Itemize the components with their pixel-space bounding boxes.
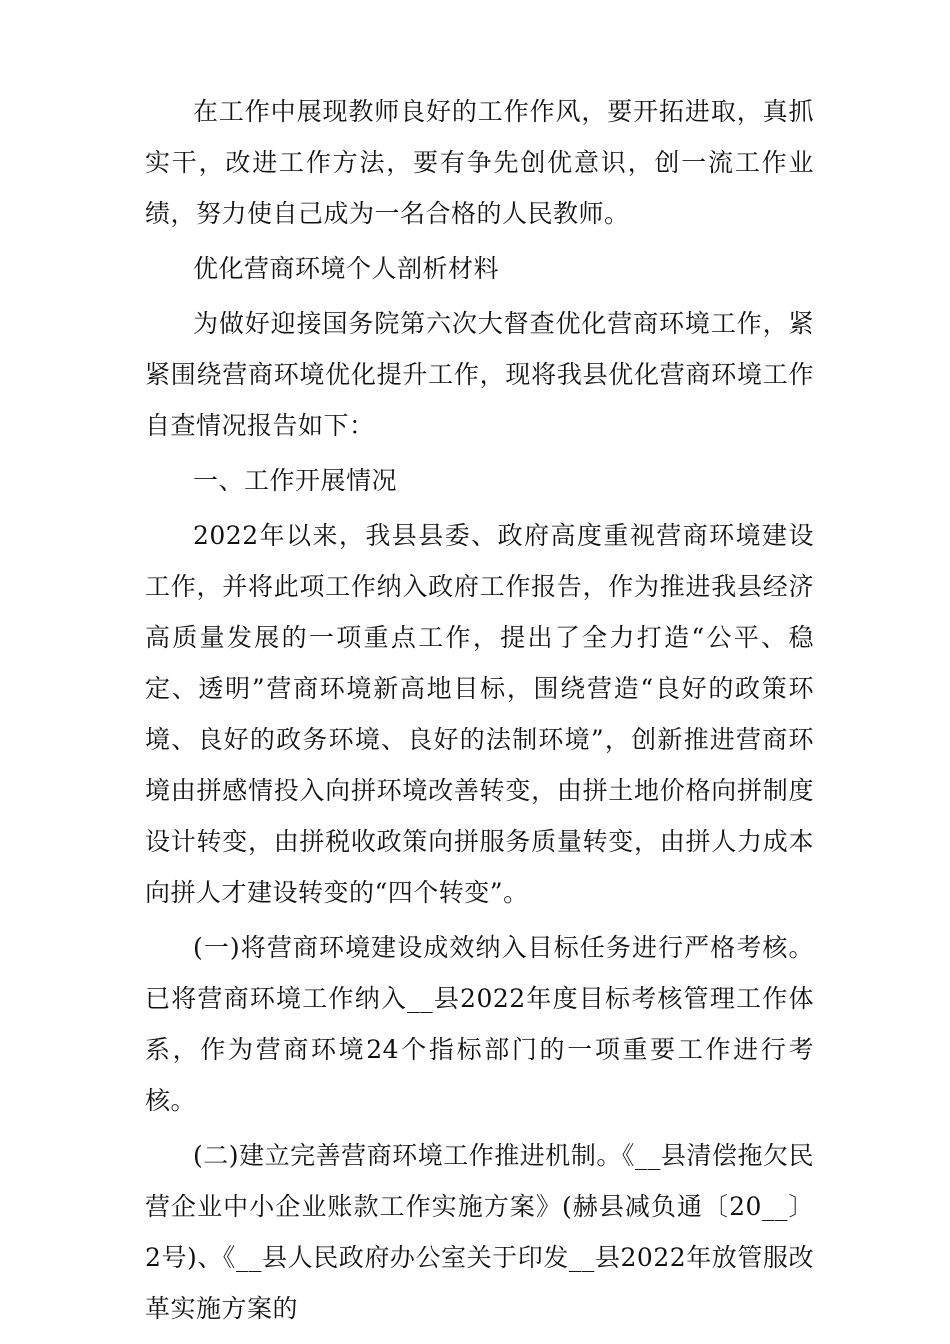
paragraph-item-1: (一)将营商环境建设成效纳入目标任务进行严格考核。已将营商环境工作纳入__县2022年度目标考核管理工作体系，作为营商环境24个指标部门的一项重要工作进行考核。 [145, 933, 814, 1115]
heading-work-status: 一、工作开展情况 [193, 466, 398, 495]
paragraph-item-2: (二)建立完善营商环境工作推进机制。《__县清偿拖欠民营企业中小企业账款工作实施方案》(赫县减负通〔20__〕2号)、《__县人民政府办公室关于印发__县2022年放管服改革实施方案的 [145, 1141, 814, 1323]
section-title: 优化营商环境个人剖析材料 [193, 254, 500, 283]
paragraph-overview: 2022年以来，我县县委、政府高度重视营商环境建设工作，并将此项工作纳入政府工作报告，作为推进我县经济高质量发展的一项重点工作，提出了全力打造“公平、稳定、透明”营商环境新高地目标，围绕营造“良好的政策环境、良好的政务环境、良好的法制环境”，创新推进营商环境由拼感情投入向拼环境改善转变，由拼土地价格向拼制度设计转变，由拼税收政策向拼服务质量转变，由拼人力成本向拼人才建设转变的“四个转变”。 [145, 521, 814, 907]
paragraph-intro: 为做好迎接国务院第六次大督查优化营商环境工作，紧紧围绕营商环境优化提升工作，现将我县优化营商环境工作自查情况报告如下： [145, 309, 814, 440]
paragraph-closing-teacher: 在工作中展现教师良好的工作作风，要开拓进取，真抓实干，改进工作方法，要有争先创优意识，创一流工作业绩，努力使自己成为一名合格的人民教师。 [145, 97, 814, 228]
